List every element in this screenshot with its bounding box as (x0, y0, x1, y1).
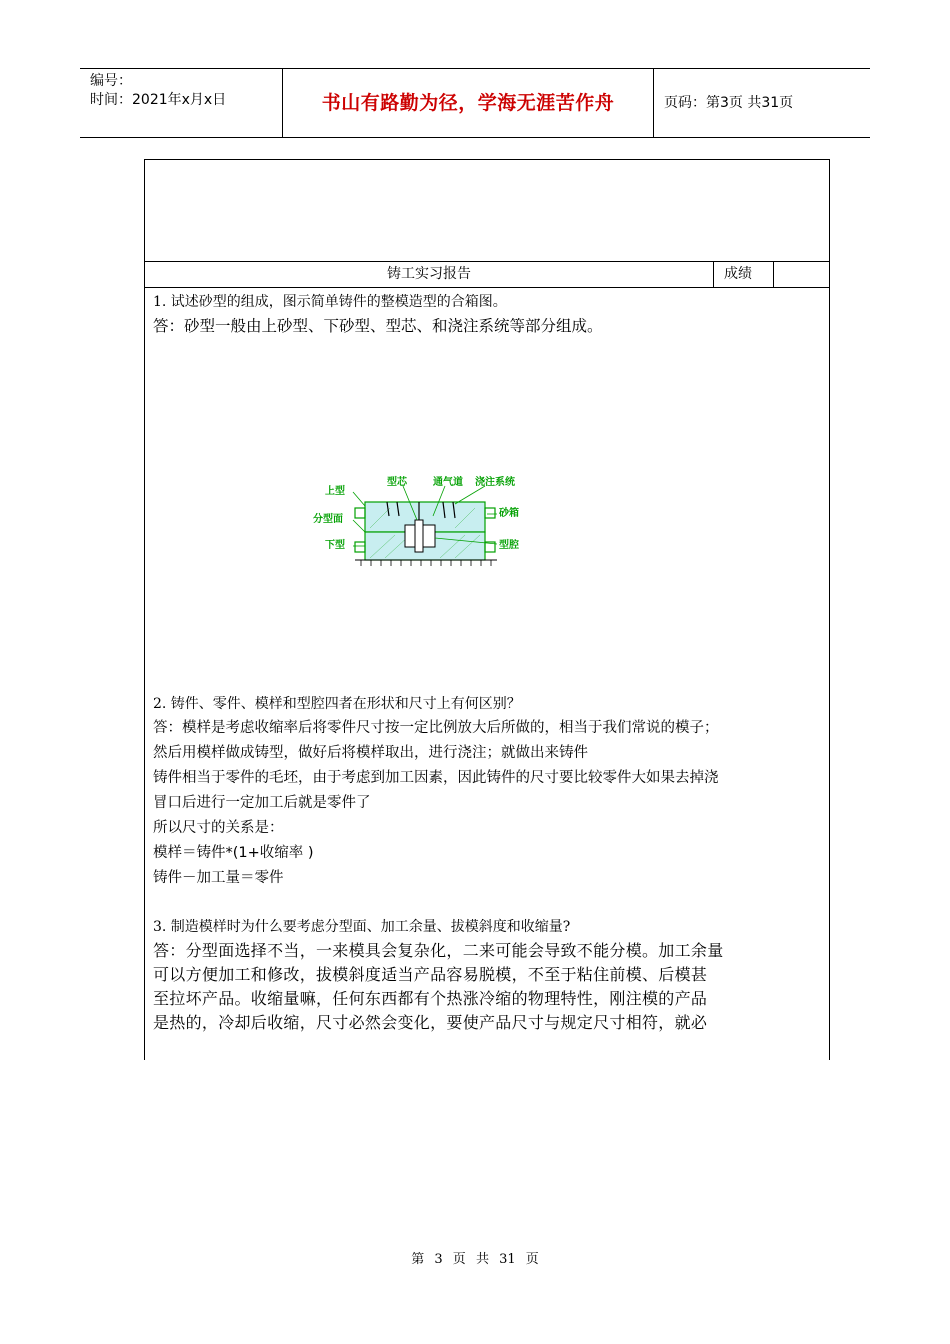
grade-value-cell (775, 262, 829, 287)
answer-3-line-4: 是热的，冷却后收缩，尺寸必然会变化，要使产品尺寸与规定尺寸相符，就必 (153, 1013, 708, 1032)
blank-top-cell (145, 160, 829, 262)
footer-total-pages: 31 (499, 1252, 516, 1267)
answer-3-line-1: 答：分型面选择不当，一来模具会复杂化，二来可能会导致不能分模。加工余量 (153, 941, 724, 960)
answer-2-line-7: 铸件－加工量＝零件 (153, 870, 284, 886)
label-parting: 分型面 (313, 514, 343, 525)
title-row (145, 262, 829, 288)
grade-label: 成绩 (714, 262, 774, 287)
page-header (80, 68, 870, 138)
lug-left-bottom (355, 542, 365, 552)
answer-2-line-4: 冒口后进行一定加工后就是零件了 (153, 795, 371, 811)
footer-ye-2: 页 (525, 1252, 539, 1267)
question-2: 2. 铸件、零件、模样和型腔四者在形状和尺寸上有何区别？ (153, 696, 521, 712)
answer-2-line-5: 所以尺寸的关系是： (153, 820, 284, 836)
answer-3-line-2: 可以方便加工和修改，拔模斜度适当产品容易脱模，不至于粘住前模、后模甚 (153, 965, 708, 984)
footer-page-number: 3 (434, 1252, 443, 1267)
answer-3-line-3: 至拉坏产品。收缩量嘛，任何东西都有个热涨冷缩的物理特性，刚注模的产品 (153, 989, 708, 1008)
lug-left-top (355, 508, 365, 518)
footer-gong: 共 (475, 1252, 489, 1267)
header-meta-cell (80, 69, 283, 137)
time-label: 时间：2021年x月x日 (90, 92, 227, 108)
label-gating: 浇注系统 (475, 477, 515, 488)
label-upper: 上型 (325, 486, 345, 497)
answer-2-line-1: 答：模样是考虑收缩率后将零件尺寸按一定比例放大后所做的，相当于我们常说的模子； (153, 720, 719, 736)
lug-right-top (485, 508, 495, 518)
page-label: 页码：第3页 共31页 (664, 95, 794, 111)
mold-assembly-diagram (313, 477, 535, 580)
question-3: 3. 制造模样时为什么要考虑分型面、加工余量、拔模斜度和收缩量? (153, 919, 571, 935)
header-motto-cell (283, 69, 654, 137)
answer-1: 答：砂型一般由上砂型、下砂型、型芯、和浇注系统等部分组成。 (153, 317, 603, 335)
question-1: 1. 试述砂型的组成，图示简单铸件的整模造型的合箱图。 (153, 294, 507, 310)
label-vent: 通气道 (433, 477, 463, 488)
label-lower: 下型 (325, 540, 345, 551)
header-page-cell (654, 69, 870, 137)
report-table (144, 159, 830, 1060)
label-core: 型芯 (387, 477, 407, 488)
label-flask: 砂箱 (499, 508, 519, 519)
label-cavity: 型腔 (499, 540, 519, 551)
report-body (145, 290, 829, 1035)
page-footer (0, 1248, 950, 1267)
serial-label: 编号： (90, 73, 132, 89)
core-shape (415, 520, 423, 552)
answer-2-line-3: 铸件相当于零件的毛坯，由于考虑到加工因素，因此铸件的尺寸要比较零件大如果去掉浇 (153, 770, 719, 786)
footer-di: 第 (411, 1252, 425, 1267)
report-title: 铸工实习报告 (145, 262, 714, 287)
answer-2-line-2: 然后用模样做成铸型，做好后将模样取出，进行浇注；就做出来铸件 (153, 745, 588, 761)
footer-ye: 页 (452, 1252, 466, 1267)
answer-2-line-6: 模样＝铸件*(1+收缩率 ) (153, 845, 314, 861)
diagram-area (153, 338, 821, 692)
motto: 书山有路勤为径，学海无涯苦作舟 (321, 92, 615, 114)
